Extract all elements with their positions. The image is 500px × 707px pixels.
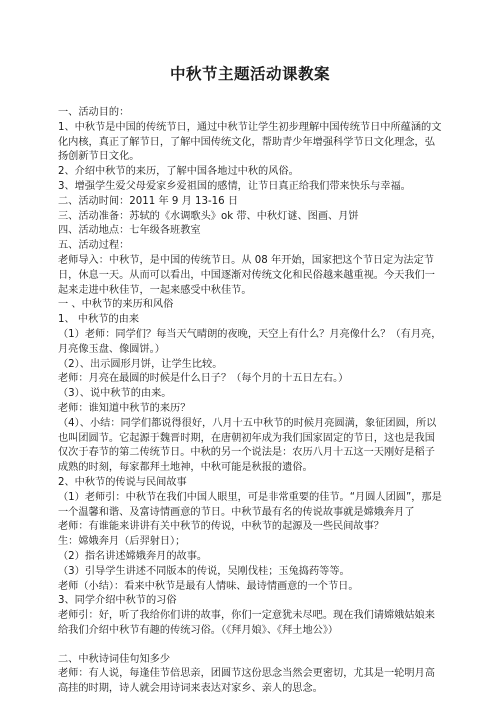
paragraph: 四、活动地点：七年级各班教室 bbox=[58, 225, 201, 237]
paragraph: 老师：月亮在最圆的时候是什么日子？（每个月的十五日左右。） bbox=[58, 373, 349, 385]
paragraph: 老师（小结）：看来中秋节是最有人情味、最诗情画意的一个节日。 bbox=[58, 580, 359, 592]
document-body bbox=[58, 106, 442, 697]
paragraph: 老师：有人说，每逢佳节倍思亲，团圆节这份思念当然会更密切，尤其是一轮明月高高挂的时期，诗人就会用诗词来表达对家乡、亲人的思念。 bbox=[58, 668, 435, 695]
section-heading: 二、中秋诗词佳句知多少 bbox=[58, 653, 171, 665]
paragraph: （2）、出示圆形月饼，让学生比较。 bbox=[58, 358, 223, 370]
paragraph: 一、活动目的： bbox=[58, 107, 130, 118]
subsection-heading: 3、同学介绍中秋节的习俗 bbox=[58, 595, 177, 607]
paragraph: 3、增强学生爱父母爱家乡爱祖国的感情，让节日真正给我们带来快乐与幸福。 bbox=[58, 180, 411, 192]
paragraph: 2、介绍中秋节的来历，了解中国各地过中秋的风俗。 bbox=[58, 166, 299, 178]
paragraph: （3）、说中秋节的由来。 bbox=[58, 388, 172, 400]
paragraph: 三、活动准备：苏轼的《水调歌头》ok 带、中秋灯谜、图画、月饼 bbox=[58, 210, 359, 222]
paragraph: 老师引：好，听了我给你们讲的故事，你们一定意犹未尽吧。现在我们请嫦娥姑娘来给我们介绍中秋节有趣的传统习俗。（《拜月娘》、《拜土地公》） bbox=[58, 610, 435, 636]
subsection-heading: 1、 中秋节的由来 bbox=[58, 314, 140, 326]
paragraph: （1）老师：同学们？每当天气晴朗的夜晚，天空上有什么？月亮像什么？（有月亮，月亮像玉盘、像圆饼。） bbox=[58, 328, 442, 355]
section-heading: 一 、中秋节的来历和风俗 bbox=[58, 299, 174, 311]
paragraph: 五、活动过程： bbox=[58, 240, 130, 252]
paragraph: （4）、小结：同学们都说得很好，八月十五中秋节的时候月亮圆满，象征团圆，所以也叫团圆节。它起源于魏晋时期，在唐朝初年成为我们国家固定的节日，这也是我国仅次于春节的第二传统节日。中秋的另一个说法是：农历八月十五这一天刚好是稻子成熟的时刻，每家都拜土地神，中秋可能是秋报的遗俗。 bbox=[58, 417, 437, 474]
paragraph: 老师：有谁能来讲讲有关中秋节的传说，中秋节的起源及一些民间故事？ bbox=[58, 521, 384, 533]
subsection-heading: 2、中秋节的传说与民间故事 bbox=[58, 476, 187, 488]
paragraph: 二、活动时间：2011 年 9 月 13-16 日 bbox=[58, 195, 239, 207]
paragraph: （3）引导学生讲述不同版本的传说，吴刚伐桂；玉兔捣药等等。 bbox=[58, 565, 350, 577]
paragraph: （1）老师引：中秋节在我们中国人眼里，可是非常重要的佳节。“月圆人团圆”，那是一个温馨和谐、及富诗情画意的节日。中秋节最有名的传说故事就是嫦娥奔月了 bbox=[58, 491, 442, 518]
paragraph: （2）指名讲述嫦娥奔月的故事。 bbox=[58, 550, 208, 562]
document-title: 中秋节主题活动课教案 bbox=[169, 65, 330, 83]
paragraph: 生：嫦娥奔月（后羿射日）； bbox=[58, 536, 186, 548]
paragraph: 1、中秋节是中国的传统节日，通过中秋节让学生初步理解中国传统节日中所蕴涵的文化内核，真正了解节日，了解中国传统文化，帮助青少年增强科学节日文化理念，弘扬创新节日文化。 bbox=[58, 121, 442, 163]
paragraph: 老师：谁知道中秋节的来历？ bbox=[58, 402, 191, 414]
paragraph: 老师导入：中秋节，是中国的传统节日。从 08 年开始，国家把这个节日定为法定节日，休息一天。从而可以看出，中国逐渐对传统文化和民俗越来越重视。今天我们一起来走进中秋佳节，一起来感受中秋佳节。 bbox=[58, 254, 435, 296]
